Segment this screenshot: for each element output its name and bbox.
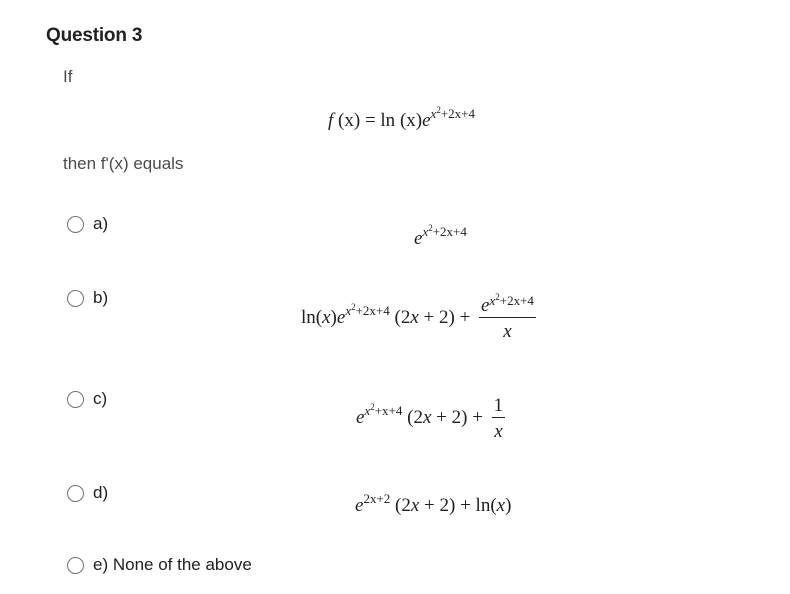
option-d-label: d) [93,483,109,502]
formula-arg-2: (x) [399,110,423,131]
formula-exponent: x2+2x+4 [430,105,475,121]
answer-b-formula: $\ln(x)e^{x^2+2x+4}$ (2x + 2) + $\frac{e^{x^2+2x+4}}{x}$ [301,292,534,342]
formula-ln: ln [380,110,396,131]
option-e-label: e) None of the above [93,555,252,574]
radio-a[interactable] [67,216,84,233]
option-b-label: b) [93,288,109,307]
answer-c-fraction: $\frac{1}{x}$ [493,395,504,442]
answer-b-fraction: $\frac{e^{x^2+2x+4}}{x}$ [481,292,534,342]
option-c-label: c) [93,389,108,408]
formula-arg: (x) [338,110,361,131]
radio-c[interactable] [67,391,84,408]
radio-e[interactable] [67,557,84,574]
option-c[interactable] [67,389,107,409]
question-prompt: then f'(x) equals [63,154,184,173]
radio-b[interactable] [67,290,84,307]
option-e[interactable] [67,555,252,575]
radio-d[interactable] [67,485,84,502]
question-intro: If [63,67,73,86]
option-a[interactable] [67,214,108,234]
option-d[interactable] [67,483,108,503]
function-formula [328,105,475,131]
answer-c-formula: $e^{x^2+x+4}$ (2x + 2) + $\frac{1}{x}$ [356,395,504,442]
answer-d-formula: $e^{2x+2}$ (2x + 2) + ln(x) [355,491,512,516]
formula-f: f [328,110,334,131]
formula-e: e [422,110,431,131]
answer-a-formula: $e^{x^2+2x+4}$ [414,223,467,249]
option-a-label: a) [93,214,109,233]
question-title: Question 3 [46,25,143,46]
formula-eq: = [364,110,376,131]
option-b[interactable] [67,288,108,308]
